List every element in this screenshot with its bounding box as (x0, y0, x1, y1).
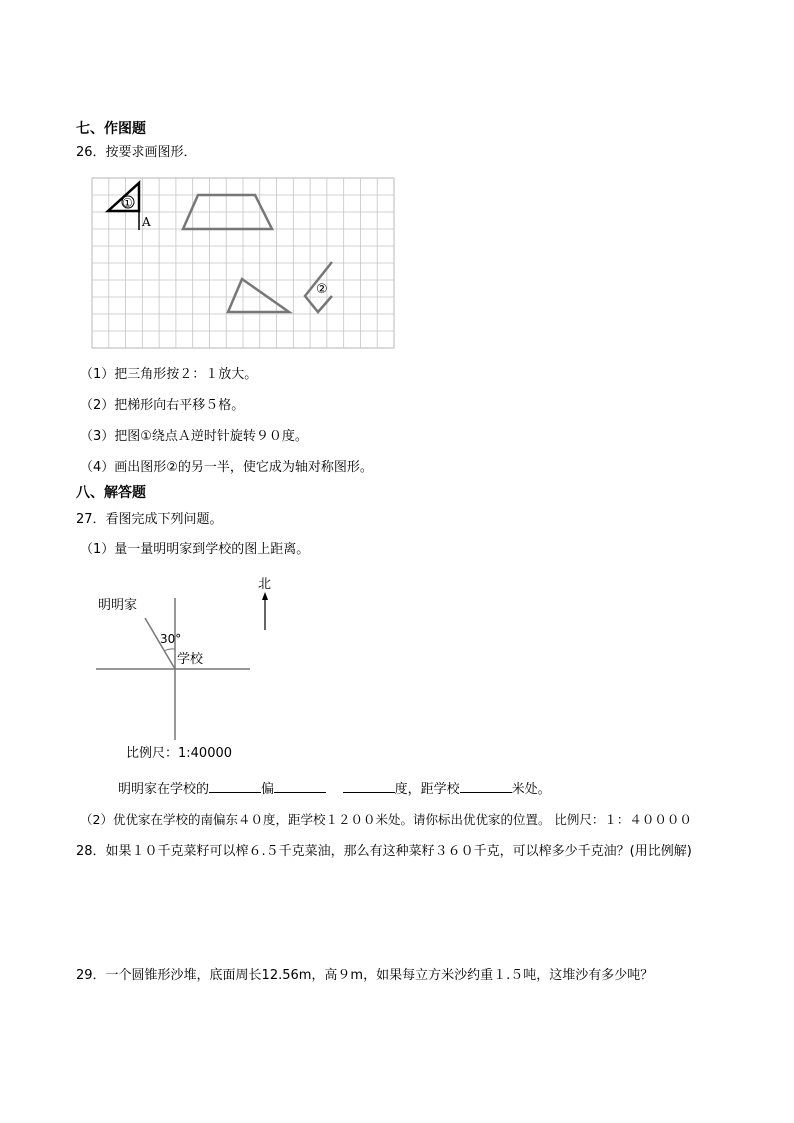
fill-prefix: 明明家在学校的 (118, 782, 210, 797)
scale-label: 比例尺：1:40000 (126, 746, 233, 761)
blank-direction-1[interactable] (209, 780, 261, 793)
direction-map (90, 570, 290, 770)
section-title-answers: 八、解答题 (76, 485, 146, 501)
question-26-item-3: （3）把图①绕点Ａ逆时针旋转９０度。 (80, 429, 308, 444)
question-27-fill-in (118, 780, 551, 796)
school-label: 学校 (177, 652, 204, 667)
figure-label-1: ① (122, 196, 133, 210)
blank-direction-2[interactable] (274, 780, 326, 793)
question-26-item-1: （1）把三角形按２：１放大。 (80, 367, 258, 382)
fill-du: 度，距学校 (394, 782, 460, 797)
figure-label-2: ② (316, 282, 328, 297)
point-a-label: A (142, 215, 151, 229)
question-27-stem: 27．看图完成下列问题。 (76, 512, 223, 527)
angle-arc (164, 649, 175, 651)
triangle-small (228, 279, 289, 312)
question-27-part-1: （1）量一量明明家到学校的图上距离。 (80, 542, 310, 557)
north-arrow-head (262, 592, 268, 600)
question-29-stem: 29．一个圆锥形沙堆，底面周长12.56m，高９m，如果每立方米沙约重１.５吨，这堆沙有多少吨？ (76, 968, 654, 983)
question-26-stem: 26．按要求画图形． (76, 145, 197, 160)
question-28-stem: 28．如果１０千克菜籽可以榨６.５千克菜油，那么有这种菜籽３６０千克，可以榨多少千克油？(用比例解) (76, 844, 692, 859)
question-26-item-2: （2）把梯形向右平移５格。 (80, 398, 245, 413)
question-27-part-2: （2）优优家在学校的南偏东４０度，距学校１２００米处。请你标出优优家的位置。 比例尺：１：４００００ (80, 812, 692, 827)
grid-figure (92, 178, 394, 348)
fill-suffix: 米处。 (511, 782, 551, 797)
question-26-item-4: （4）画出图形②的另一半，使它成为轴对称图形。 (80, 460, 373, 475)
blank-distance[interactable] (460, 780, 512, 793)
blank-degree[interactable] (343, 780, 395, 793)
grid-lines (92, 178, 394, 348)
north-label: 北 (258, 577, 272, 592)
section-title-drawing: 七、作图题 (76, 121, 146, 137)
fill-pian: 偏 (261, 782, 275, 797)
angle-label: 30° (160, 632, 182, 646)
home-label: 明明家 (98, 598, 138, 613)
